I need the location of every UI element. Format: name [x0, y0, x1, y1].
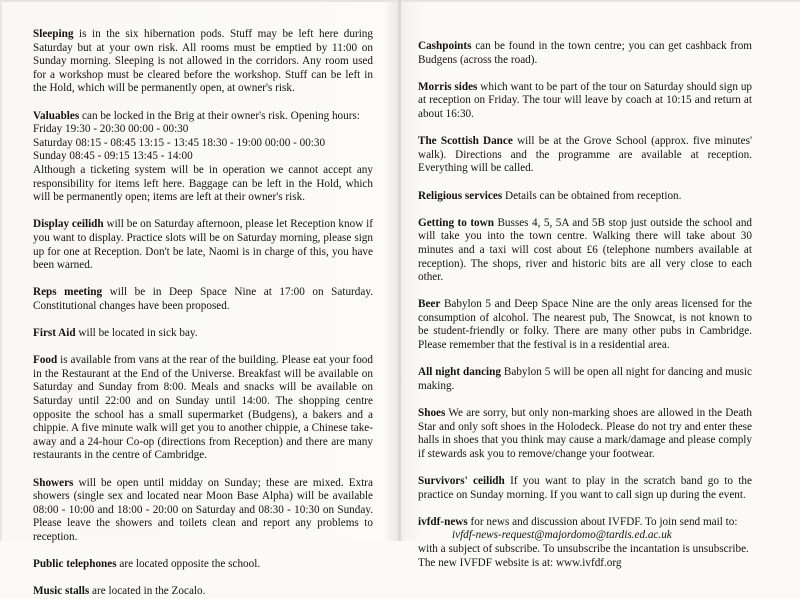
section-heading: Food — [33, 354, 58, 367]
section-heading: Valuables — [33, 109, 80, 122]
section-text: We are sorry, but only non-marking shoes are allowed in the Death Star and only soft shoes in the Holodeck. Please do not try and enter these halls in shoes that you think may cause a mark/damage and please comply if stewards ask you to remove/change your footwear. — [418, 407, 752, 460]
section-text: are located in the Zocalo. — [92, 585, 206, 598]
section-heading: Beer — [418, 298, 441, 311]
section-getting-to-town — [418, 217, 752, 285]
section-morris-sides — [418, 81, 752, 122]
valuables-note: Although a ticketing system will be in operation we cannot accept any responsibility for items left here. Baggage can be left in the Hold, which will be permanently open; items are left at their owner's risk. — [33, 163, 373, 204]
section-survivors-ceilidh — [418, 475, 752, 502]
section-text: can be locked in the Brig at their owner's risk. Opening hours: — [82, 109, 360, 122]
section-heading: Showers — [33, 476, 74, 489]
section-heading: Shoes — [418, 407, 446, 420]
section-heading: All night dancing — [418, 366, 501, 379]
section-text: is available from vans at the rear of the building. Please eat your food in the Restaurant at the End of the Universe. Breakfast will be available on Saturday and Sunday from 8:00. Meals and snacks will be available on Saturday until 22:00 and on Sunday until 14:00. The shopping centre opposite the school has a small supermarket (Budgens), a bakers and a chippie. A five minute walk will get you to another chippie, a Chinese take-away and a 24-hour Co-op (directions from Reception) and there are many restaurants in the centre of Cambridge. — [33, 354, 373, 462]
section-heading: Public telephones — [33, 558, 117, 571]
section-heading: First Aid — [33, 327, 76, 340]
brig-opening-hours — [33, 123, 373, 164]
section-public-telephones — [33, 558, 373, 572]
section-beer — [418, 298, 752, 352]
section-cashpoints — [418, 40, 752, 67]
section-text: will be open until midday on Sunday; these are mixed. Extra showers (single sex and located near Moon Base Alpha) will be available 08:00 - 10:00 and 18:00 - 20:00 on Saturday and 08:30 - 10:30 on Sunday. Please leave the showers and toilets clean and report any problems to reception. — [33, 476, 373, 543]
section-food — [33, 354, 373, 463]
section-scottish-dance — [418, 135, 752, 176]
left-column — [33, 28, 373, 599]
section-music-stalls — [33, 585, 373, 599]
section-text: is in the six hibernation pods. Stuff may be left here during Saturday but at your own risk. All rooms must be emptied by 11:00 on Sunday morning. Sleeping is not allowed in the corridors. Any room used for a workshop must be cleared before the workshop. Stuff can be left in the Hold, which will be permanently open, at owner's risk. — [33, 28, 373, 95]
section-heading: Getting to town — [418, 216, 494, 229]
section-showers — [33, 477, 373, 545]
section-text: for news and discussion about IVFDF. To join send mail to: — [470, 515, 738, 528]
section-sleeping — [33, 28, 373, 96]
subscribe-instructions: with a subject of subscribe. To unsubscribe the incantation is unsubscribe. — [418, 542, 749, 555]
section-heading: Sleeping — [33, 28, 74, 40]
section-heading: The Scottish Dance — [418, 135, 513, 148]
hours-saturday: Saturday 08:15 - 08:45 13:15 - 13:45 18:30 - 19:00 00:00 - 00:30 — [33, 136, 326, 149]
section-all-night-dancing — [418, 366, 752, 393]
section-text: will be on Saturday afternoon, please let Reception know if you want to display. Practice slots will be on Saturday morning, please sign up for one at Reception. Don't be late, Naomi is in charge of this, you have been warned. — [33, 218, 373, 272]
section-reps-meeting — [33, 286, 373, 313]
section-text: will be located in sick bay. — [78, 327, 198, 340]
section-heading: Survivors' ceilidh — [418, 475, 505, 487]
section-text: are located opposite the school. — [119, 558, 261, 571]
section-text: will be in Deep Space Nine at 17:00 on Saturday. Constitutional changes have been proposed. — [33, 286, 374, 312]
section-first-aid — [33, 327, 373, 341]
section-text: Babylon 5 will be open all night for dancing and music making. — [418, 366, 752, 392]
section-heading: Display ceilidh — [33, 218, 104, 231]
section-heading: Cashpoints — [418, 40, 472, 52]
subscribe-email-address: ivfdf-news-request@majordomo@tardis.ed.ac.uk — [452, 529, 672, 542]
section-text: which want to be part of the tour on Saturday should sign up at reception on Friday. The tour will leave by coach at 10:15 and return at about 16:30. — [418, 80, 753, 120]
section-heading: Religious services — [418, 189, 503, 202]
section-religious-services — [418, 190, 752, 204]
section-text: If you want to play in the scratch band go to the practice on Sunday morning. If you want to call sign up during the event. — [418, 475, 752, 501]
section-text: Details can be obtained from reception. — [505, 189, 682, 202]
center-fold — [398, 0, 401, 541]
section-heading: Reps meeting — [33, 286, 103, 299]
section-text: Babylon 5 and Deep Space Nine are the only areas licensed for the consumption of alcohol. The nearest pub, The Snowcat, is not known to be student-friendly or folky. There are many other pubs in Cambridge. Please remember that the festival is in a residential area. — [418, 298, 753, 352]
section-heading: Music stalls — [33, 585, 90, 598]
hours-sunday: Sunday 08:45 - 09:15 13:45 - 14:00 — [33, 150, 193, 163]
section-shoes — [418, 407, 752, 461]
section-ivfdf-news — [418, 516, 752, 530]
section-heading: ivfdf-news — [418, 515, 468, 528]
hours-friday: Friday 19:30 - 20:30 00:00 - 00:30 — [33, 123, 189, 136]
website-address: The new IVFDF website is at: www.ivfdf.org — [418, 556, 622, 569]
section-display-ceilidh — [33, 218, 373, 272]
right-column — [418, 40, 752, 570]
page-edge-left — [0, 0, 2, 541]
section-text: can be found in the town centre; you can get cashback from Budgens (across the road). — [418, 40, 752, 66]
section-text: Busses 4, 5, 5A and 5B stop just outside the school and will take you into the town centre. Walking there will take about 30 minutes and a taxi will cost about £6 (telephone numbers available at reception). The shops, river and historic bits are all very close to each other. — [418, 216, 753, 284]
section-heading: Morris sides — [418, 80, 478, 93]
section-valuables — [33, 110, 373, 124]
section-text: will be at the Grove School (approx. five minutes' walk). Directions and the programme are available at reception. Everything will be called. — [418, 135, 753, 175]
